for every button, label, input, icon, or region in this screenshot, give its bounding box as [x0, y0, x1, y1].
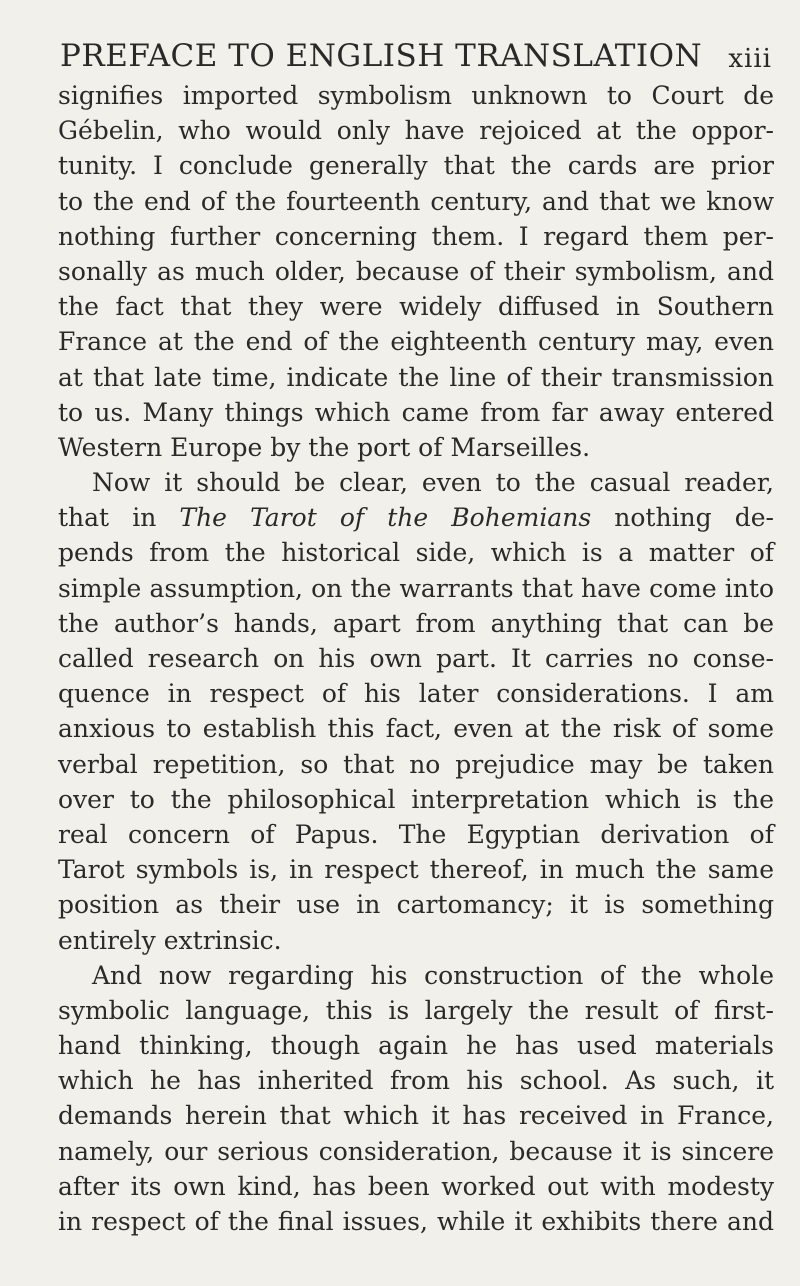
text-line: verbal repetition, so that no prejudice may be taken: [58, 749, 774, 779]
text-line: which he has inherited from his school. As such, it: [58, 1066, 774, 1096]
text-line: quence in respect of his later considerations. I am: [58, 679, 774, 709]
text-line: simple assumption, on the warrants that have come into: [58, 573, 774, 603]
text-line: called research on his own part. It carries no conse-: [58, 644, 774, 673]
text-line: after its own kind, has been worked out with modesty: [58, 1171, 774, 1201]
text-line: namely, our serious consideration, because it is sincere: [58, 1136, 774, 1166]
book-title: The Tarot of the Bohemians: [179, 503, 592, 533]
text-fragment: nothing de-: [614, 503, 775, 533]
text-line: tunity. I conclude generally that the cards are prior: [58, 151, 774, 181]
text-line: position as their use in cartomancy; it is something: [58, 890, 774, 920]
text-line: [58, 500, 774, 535]
text-line: signifies imported symbolism unknown to Court de: [58, 81, 774, 110]
running-title: PREFACE TO ENGLISH TRANSLATION: [60, 38, 703, 74]
text-line: Tarot symbols is, in respect thereof, in much the same: [58, 855, 774, 885]
text-line: in respect of the final issues, while it exhibits there and: [58, 1207, 774, 1236]
text-line: Now it should be clear, even to the casual reader,: [92, 468, 774, 498]
text-line: symbolic language, this is largely the result of first-: [58, 995, 774, 1025]
text-line: the author’s hands, apart from anything that can be: [58, 608, 774, 638]
text-line: sonally as much older, because of their symbolism, and: [58, 256, 774, 286]
text-line: to us. Many things which came from far away entered: [58, 397, 774, 427]
text-line: at that late time, indicate the line of their transmission: [58, 362, 774, 392]
text-line: pends from the historical side, which is a matter of: [58, 538, 774, 568]
text-line: Gébelin, who would only have rejoiced at the oppor-: [58, 116, 774, 146]
text-line: anxious to establish this fact, even at the risk of some: [58, 714, 774, 744]
page-number: xiii: [728, 44, 772, 74]
text-line: Western Europe by the port of Marseilles.: [58, 432, 591, 462]
text-line: hand thinking, though again he has used materials: [58, 1031, 774, 1061]
text-fragment: that in: [58, 503, 157, 533]
text-line: demands herein that which it has received in France,: [58, 1101, 774, 1131]
text-line: France at the end of the eighteenth century may, even: [58, 327, 774, 357]
running-head: [60, 30, 772, 74]
text-line: over to the philosophical interpretation which is the: [58, 784, 774, 814]
text-line: entirely extrinsic.: [58, 925, 282, 955]
text-line: And now regarding his construction of the whole: [92, 960, 774, 990]
text-line: the fact that they were widely diffused in Southern: [58, 292, 774, 322]
text-line: real concern of Papus. The Egyptian derivation of: [58, 819, 774, 849]
body-text: [58, 78, 774, 1239]
text-line: to the end of the fourteenth century, and that we know: [58, 186, 774, 216]
text-line: nothing further concerning them. I regard them per-: [58, 221, 774, 251]
